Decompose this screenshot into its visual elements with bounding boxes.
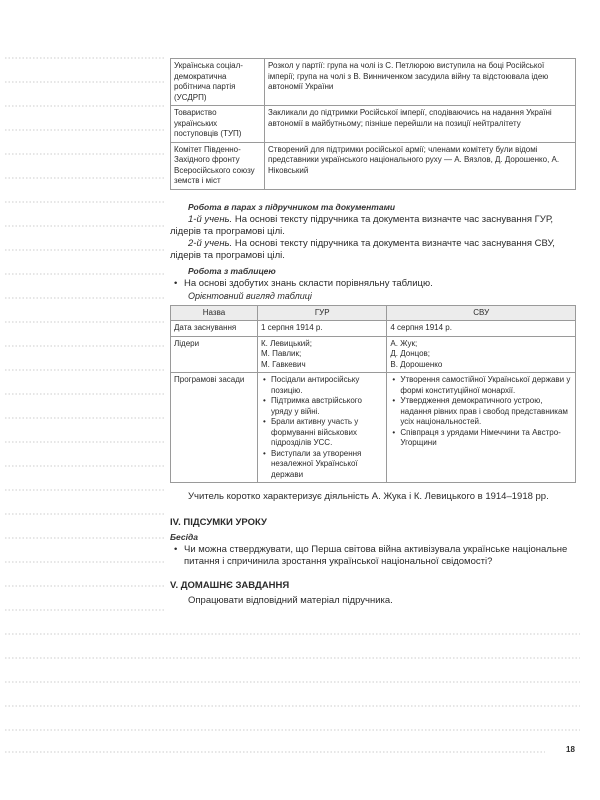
- table-row: [171, 336, 576, 373]
- summary-subheading: Бесіда: [170, 532, 198, 542]
- list-item: • Брали активну участь у формуванні військових підрозділів УСС.: [271, 417, 383, 449]
- task-1-label: 1-й учень.: [188, 213, 233, 225]
- teacher-note: Учитель коротко характеризує діяльність А. Жука і К. Левицького в 1914–1918 рр.: [188, 491, 549, 502]
- pair-work-task-1: [170, 214, 576, 238]
- table-row: [171, 106, 576, 143]
- task-1-text: На основі тексту підручника та документа визначте час заснування ГУР, лідерів та програмові цілі.: [170, 213, 554, 237]
- table-row: [171, 142, 576, 189]
- leader-name: А. Жук;: [390, 338, 418, 348]
- table-header-row: [171, 305, 576, 321]
- summary-question: [174, 544, 576, 568]
- party-position: Розкол у партії: група на чолі із С. Петлюрою виступила на боці Російської імперії; група на чолі з В. Винниченком засудила війну та відстоювала ідею автономії України: [265, 59, 576, 106]
- leader-name: К. Левицький;: [261, 338, 312, 348]
- column-header: Назва: [171, 305, 258, 321]
- row-label: Лідери: [171, 336, 258, 373]
- table-row: [171, 59, 576, 106]
- svu-program-list: [390, 375, 572, 449]
- bullet-icon: •: [174, 277, 178, 289]
- column-header: СВУ: [387, 305, 576, 321]
- homework-heading: V. ДОМАШНЄ ЗАВДАННЯ: [170, 580, 290, 591]
- bullet-icon: •: [174, 544, 178, 555]
- gur-cell: [258, 373, 387, 483]
- homework-text: Опрацювати відповідний матеріал підручника.: [188, 595, 393, 606]
- list-item: • Підтримка австрійського уряду у війні.: [271, 396, 383, 417]
- leader-name: М. Павлик;: [261, 349, 302, 358]
- row-label: Дата заснування: [171, 321, 258, 337]
- leader-name: В. Дорошенко: [390, 359, 443, 369]
- table-row: [171, 373, 576, 483]
- svu-cell: [387, 373, 576, 483]
- row-label: Програмові засади: [171, 373, 258, 483]
- pair-work-task-2: [170, 238, 576, 262]
- pair-work-title: Робота в парах з підручником та документами: [188, 201, 396, 212]
- table-hint: Орієнтовний вигляд таблиці: [188, 290, 312, 301]
- table-work-text: На основі здобутих знань скласти порівняльну таблицю.: [184, 277, 433, 289]
- gur-cell: [258, 336, 387, 373]
- party-name: Українська соціал-демократична робітнича партія (УСДРП): [171, 59, 265, 106]
- list-item: • Утвердження демократичного устрою, надання рівних прав і свобод представникам усіх національностей.: [400, 396, 572, 428]
- page-content: [170, 58, 576, 607]
- leader-name: М. Гавкевич: [261, 359, 306, 369]
- party-position: Закликали до підтримки Російської імперії, сподіваючись на надання Україні автономії в майбутньому; пізніше перейшли на позиції нейтралітету: [265, 106, 576, 143]
- gur-program-list: [261, 375, 383, 480]
- table-work-bullet: [174, 277, 576, 290]
- task-2-label: 2-й учень.: [188, 237, 233, 249]
- svu-cell: 4 серпня 1914 р.: [387, 321, 576, 337]
- party-name: Комітет Південно-Західного фронту Всеросійського союзу земств і міст: [171, 142, 265, 189]
- summary-question-text: Чи можна стверджувати, що Перша світова війна активізувала українське національне питання і спричинила зростання української національної свідомості?: [184, 544, 568, 567]
- parties-table: [170, 58, 576, 190]
- list-item: • Виступали за утворення незалежної Української держави: [271, 449, 383, 481]
- column-header: ГУР: [258, 305, 387, 321]
- task-2-text: На основі тексту підручника та документа визначте час заснування СВУ, лідерів та програмові цілі.: [170, 237, 555, 261]
- table-work-title: Робота з таблицею: [188, 265, 276, 276]
- party-name: Товариство українських поступовців (ТУП): [171, 106, 265, 143]
- page-number: 18: [566, 745, 575, 754]
- list-item: • Співпраця з урядами Німеччини та Австро-Угорщини: [400, 428, 572, 449]
- list-item: • Утворення самостійної Української держави у формі конституційної монархії.: [400, 375, 572, 396]
- gur-cell: 1 серпня 1914 р.: [258, 321, 387, 337]
- comparison-table: [170, 305, 576, 484]
- svu-cell: [387, 336, 576, 373]
- list-item: • Посідали антиросійську позицію.: [271, 375, 383, 396]
- party-position: Створений для підтримки російської армії; членами комітету були відомі представники українського національного руху — А. Вязлов, Д. Дорошенко, А. Ніковський: [265, 142, 576, 189]
- table-row: [171, 321, 576, 337]
- leader-name: Д. Донцов;: [390, 349, 431, 358]
- summary-heading: IV. ПІДСУМКИ УРОКУ: [170, 517, 267, 528]
